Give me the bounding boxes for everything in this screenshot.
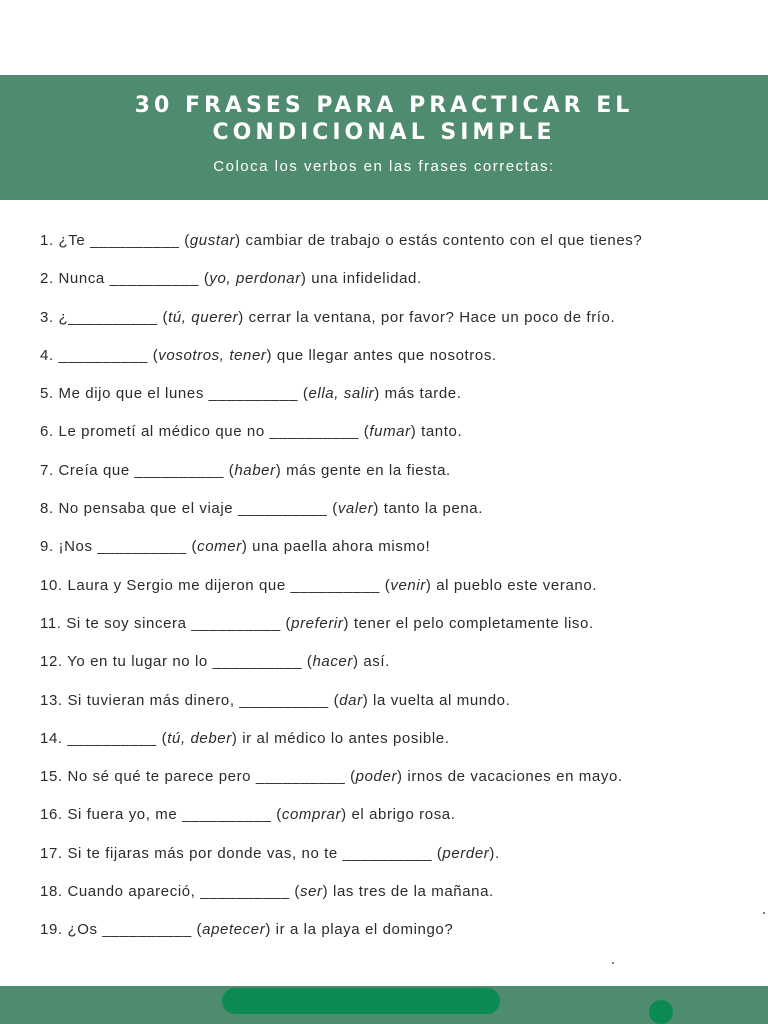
sentence-number: 3. bbox=[40, 308, 54, 326]
sentence-text-after: ) la vuelta al mundo. bbox=[362, 691, 511, 709]
worksheet-title bbox=[0, 75, 768, 146]
footer-green-dot bbox=[649, 1000, 673, 1024]
sentence-text-after: ) tanto. bbox=[410, 423, 463, 441]
sentence-number: 11. bbox=[40, 614, 62, 632]
sentence-number: 18. bbox=[40, 883, 63, 901]
sentence-text-before: Si te fijaras más por donde vas, no te __________ ( bbox=[67, 844, 443, 862]
sentence-item bbox=[40, 835, 740, 873]
verb-hint: venir bbox=[390, 576, 426, 594]
sentence-text-after: ) ir a la playa el domingo? bbox=[265, 921, 454, 939]
verb-hint: poder bbox=[355, 768, 398, 786]
verb-hint: valer bbox=[337, 500, 374, 518]
sentence-item bbox=[40, 911, 740, 949]
sentence-item bbox=[40, 758, 740, 796]
verb-hint: tú, deber bbox=[167, 729, 232, 747]
sentence-number: 16. bbox=[40, 806, 63, 824]
sentence-number: 13. bbox=[40, 691, 63, 709]
verb-hint: comer bbox=[197, 538, 242, 556]
sentence-number: 14. bbox=[40, 729, 63, 747]
sentence-item bbox=[40, 567, 740, 605]
sentence-text-after: ). bbox=[489, 844, 500, 862]
sentence-text-after: ) ir al médico lo antes posible. bbox=[231, 729, 450, 747]
sentence-number: 7. bbox=[40, 461, 54, 479]
stray-dot bbox=[612, 962, 614, 964]
worksheet-header bbox=[0, 75, 768, 200]
sentence-text-after: ) las tres de la mañana. bbox=[322, 883, 494, 901]
sentence-text-before: __________ ( bbox=[67, 729, 168, 747]
sentence-text-before: ¿Os __________ ( bbox=[67, 921, 203, 939]
sentence-item bbox=[40, 682, 740, 720]
verb-hint: ella, salir bbox=[308, 385, 375, 403]
sentence-text-after: ) irnos de vacaciones en mayo. bbox=[397, 768, 623, 786]
sentence-number: 19. bbox=[40, 921, 63, 939]
verb-hint: ser bbox=[300, 883, 323, 901]
sentence-text-before: Nunca __________ ( bbox=[58, 270, 210, 288]
sentence-number: 12. bbox=[40, 653, 63, 671]
instructions: Coloca los verbos en las frases correctas: bbox=[213, 158, 555, 175]
sentence-text-before: Si tuvieran más dinero, __________ ( bbox=[67, 691, 340, 709]
verb-hint: hacer bbox=[312, 653, 353, 671]
verb-hint: apetecer bbox=[202, 921, 266, 939]
sentence-text-before: Me dijo que el lunes __________ ( bbox=[58, 385, 309, 403]
stray-dot bbox=[763, 912, 765, 914]
verb-hint: tú, querer bbox=[168, 308, 239, 326]
sentence-text-after: ) el abrigo rosa. bbox=[341, 806, 456, 824]
sentence-item bbox=[40, 222, 740, 260]
footer-green-stroke bbox=[222, 988, 500, 1014]
sentence-number: 9. bbox=[40, 538, 54, 556]
sentence-text-before: No sé qué te parece pero __________ ( bbox=[67, 768, 356, 786]
sentence-number: 17. bbox=[40, 844, 63, 862]
sentence-text-after: ) cerrar la ventana, por favor? Hace un poco de frío. bbox=[238, 308, 616, 326]
verb-hint: yo, perdonar bbox=[209, 270, 301, 288]
sentence-text-after: ) una infidelidad. bbox=[300, 270, 422, 288]
sentence-item bbox=[40, 490, 740, 528]
sentence-item bbox=[40, 643, 740, 681]
sentence-item bbox=[40, 720, 740, 758]
verb-hint: comprar bbox=[281, 806, 342, 824]
sentence-item bbox=[40, 528, 740, 566]
sentence-text-after: ) una paella ahora mismo! bbox=[241, 538, 431, 556]
sentence-text-before: Yo en tu lugar no lo __________ ( bbox=[67, 653, 313, 671]
sentence-item bbox=[40, 299, 740, 337]
sentence-number: 10. bbox=[40, 576, 63, 594]
sentence-item bbox=[40, 375, 740, 413]
sentence-number: 5. bbox=[40, 385, 54, 403]
sentence-text-before: Laura y Sergio me dijeron que __________ ( bbox=[67, 576, 391, 594]
sentence-item bbox=[40, 796, 740, 834]
sentence-text-after: ) que llegar antes que nosotros. bbox=[266, 346, 497, 364]
title-line-1: 30 FRASES PARA PRACTICAR EL bbox=[134, 93, 634, 118]
sentence-text-before: __________ ( bbox=[58, 346, 159, 364]
verb-hint: preferir bbox=[291, 614, 344, 632]
sentence-text-before: Si te soy sincera __________ ( bbox=[66, 614, 292, 632]
sentence-text-before: Creía que __________ ( bbox=[58, 461, 235, 479]
sentence-item bbox=[40, 452, 740, 490]
sentence-text-after: ) tanto la pena. bbox=[373, 500, 483, 518]
sentence-text-before: ¿__________ ( bbox=[58, 308, 169, 326]
sentence-text-before: ¡Nos __________ ( bbox=[58, 538, 198, 556]
sentence-text-before: Cuando apareció, __________ ( bbox=[67, 883, 301, 901]
sentence-number: 1. bbox=[40, 232, 54, 249]
sentence-text-before: Si fuera yo, me __________ ( bbox=[67, 806, 282, 824]
sentence-number: 2. bbox=[40, 270, 54, 288]
sentence-item bbox=[40, 337, 740, 375]
sentence-list bbox=[40, 222, 740, 950]
sentence-text-after: ) tener el pelo completamente liso. bbox=[343, 614, 594, 632]
verb-hint: perder bbox=[442, 844, 490, 862]
sentence-item bbox=[40, 260, 740, 298]
footer-bar bbox=[0, 986, 768, 1024]
sentence-number: 4. bbox=[40, 346, 54, 364]
verb-hint: fumar bbox=[369, 423, 411, 441]
sentence-item bbox=[40, 873, 740, 911]
sentence-text-before: Le prometí al médico que no __________ ( bbox=[58, 423, 370, 441]
sentence-item bbox=[40, 605, 740, 643]
sentence-text-before: No pensaba que el viaje __________ ( bbox=[58, 500, 338, 518]
sentence-text-after: ) más tarde. bbox=[374, 385, 462, 403]
sentence-item bbox=[40, 413, 740, 451]
verb-hint: haber bbox=[234, 461, 276, 479]
sentence-number: 15. bbox=[40, 768, 63, 786]
sentence-text-after: ) más gente en la fiesta. bbox=[275, 461, 451, 479]
sentence-text-before: ¿Te __________ ( bbox=[58, 232, 190, 249]
sentence-text-after: ) al pueblo este verano. bbox=[425, 576, 598, 594]
sentence-number: 6. bbox=[40, 423, 54, 441]
title-line-2: CONDICIONAL SIMPLE bbox=[212, 120, 556, 145]
verb-hint: dar bbox=[339, 691, 363, 709]
sentence-text-after: ) cambiar de trabajo o estás contento con el que tienes? bbox=[235, 232, 643, 249]
sentence-text-after: ) así. bbox=[352, 653, 390, 671]
verb-hint: vosotros, tener bbox=[158, 346, 267, 364]
verb-hint: gustar bbox=[189, 232, 236, 249]
sentence-number: 8. bbox=[40, 500, 54, 518]
